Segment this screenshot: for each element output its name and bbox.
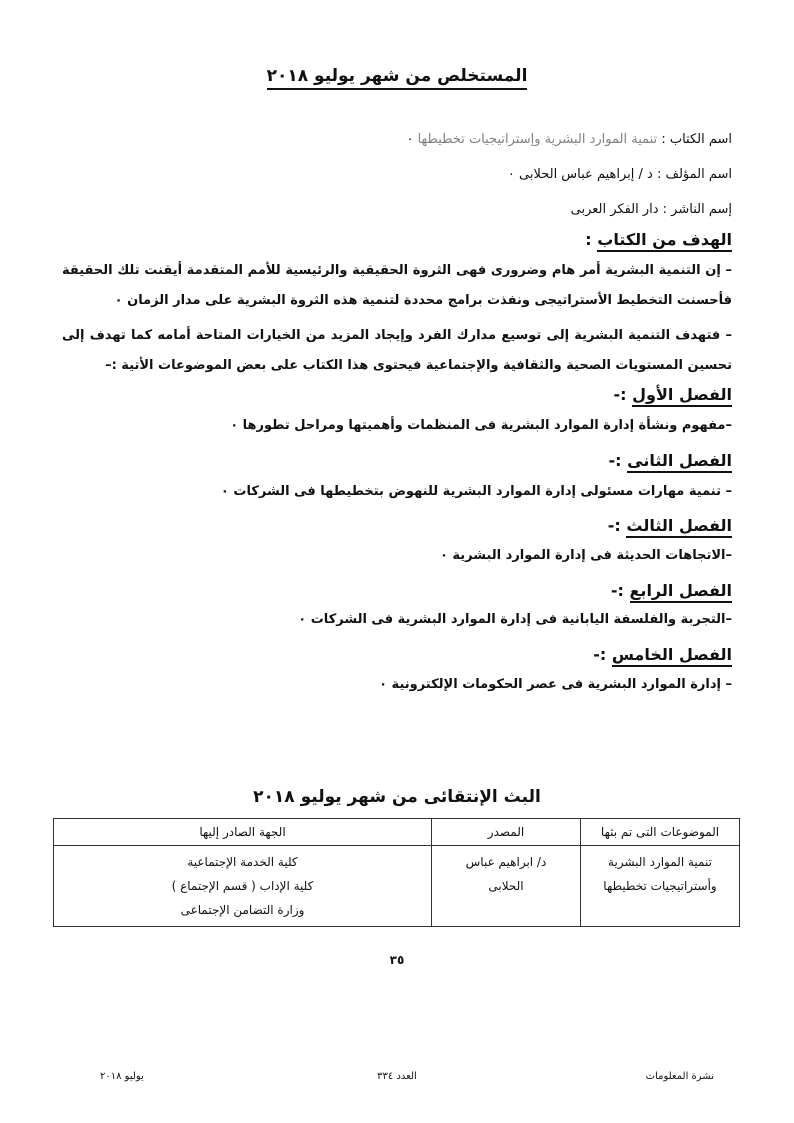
chapter-5-content: – إدارة الموارد البشرية فى عصر الحكومات الإلكترونية ٠ xyxy=(379,677,732,692)
broadcast-title: البث الإنتقائى من شهر يوليو ٢٠١٨ xyxy=(253,787,541,807)
cell-recipient: كلية الخدمة الإجتماعية كلية الإداب ( قسم الإجتماع ) وزارة التضامن الإجتماعى xyxy=(54,846,432,927)
chapter-5-heading: الفصل الخامس :- xyxy=(593,645,732,664)
broadcast-table xyxy=(53,818,740,927)
chapter-2-heading: الفصل الثانى :- xyxy=(609,451,732,470)
table-header-row xyxy=(54,819,740,846)
book-author-label: اسم المؤلف : xyxy=(656,167,732,182)
page-title: المستخلص من شهر يوليو ٢٠١٨ xyxy=(0,66,794,86)
chapter-4-content: –التجربة والفلسفة اليابانية فى إدارة الموارد البشرية فى الشركات ٠ xyxy=(298,612,732,627)
cell-source: د/ ابراهيم عباس الحلابى xyxy=(432,846,581,927)
book-info xyxy=(406,130,732,235)
book-name-row: اسم الكتاب : تنمية الموارد البشرية وإستراتيجيات تخطيطها ٠ xyxy=(406,132,732,147)
cell-topics: تنمية الموارد البشرية وأستراتيجيات تخطيطها xyxy=(581,846,740,927)
chapter-1-content: –مفهوم ونشأة إدارة الموارد البشرية فى المنظمات وأهميتها ومراحل تطورها ٠ xyxy=(230,418,732,433)
footer-issue: العدد ٣٣٤ xyxy=(377,1071,417,1082)
footer-publication: نشرة المعلومات xyxy=(645,1071,714,1082)
goal-heading: الهدف من الكتاب : xyxy=(585,230,732,249)
chapter-2-content: – تنمية مهارات مسئولى إدارة الموارد البشرية للنهوض بتخطيطها فى الشركات ٠ xyxy=(220,484,732,499)
col-header-topics: الموضوعات التى تم بثها xyxy=(581,819,740,846)
footer-date: يوليو ٢٠١٨ xyxy=(100,1071,144,1082)
book-author-value: د / إبراهيم عباس الحلابى xyxy=(519,167,653,182)
goal-paragraph-2: – فتهدف التنمية البشرية إلى توسيع مدارك الفرد وإيجاد المزيد من الخيارات المتاحة أمامه كما تهدف إلى تحسين المستويات الصحية والثقافية والإجتماعية فيحتوى هذا الكتاب على بعض الموضوعات الأتية :– xyxy=(62,328,732,373)
table-row xyxy=(54,846,740,927)
chapter-3-content: –الاتجاهات الحديثة فى إدارة الموارد البشرية ٠ xyxy=(439,548,732,563)
col-header-source: المصدر xyxy=(432,819,581,846)
book-publisher-label: إسم الناشر : xyxy=(662,202,732,217)
chapter-4-heading: الفصل الرابع :- xyxy=(611,581,732,600)
col-header-recipient: الجهة الصادر إليها xyxy=(54,819,432,846)
book-name-label: اسم الكتاب : xyxy=(661,132,732,147)
page-number: ٣٥ xyxy=(389,953,405,967)
book-publisher-value: دار الفكر العربى xyxy=(570,202,659,217)
goal-paragraph-1: – إن التنمية البشرية أمر هام وضرورى فهى الثروة الحقيقية والرئيسية للأمم المتقدمة أيقنت تلك الحقيقة فأحسنت التخطيط الأستراتيجى ونفذت برامج محددة لتنمية هذه الثروة البشرية على مدار الزمان ٠ xyxy=(62,263,732,308)
book-name-value: تنمية الموارد البشرية وإستراتيجيات تخطيطها xyxy=(417,132,658,147)
chapter-3-heading: الفصل الثالث :- xyxy=(608,516,732,535)
book-author-row: اسم المؤلف : د / إبراهيم عباس الحلابى ٠ xyxy=(507,167,732,182)
chapter-1-heading: الفصل الأول :- xyxy=(614,385,732,404)
